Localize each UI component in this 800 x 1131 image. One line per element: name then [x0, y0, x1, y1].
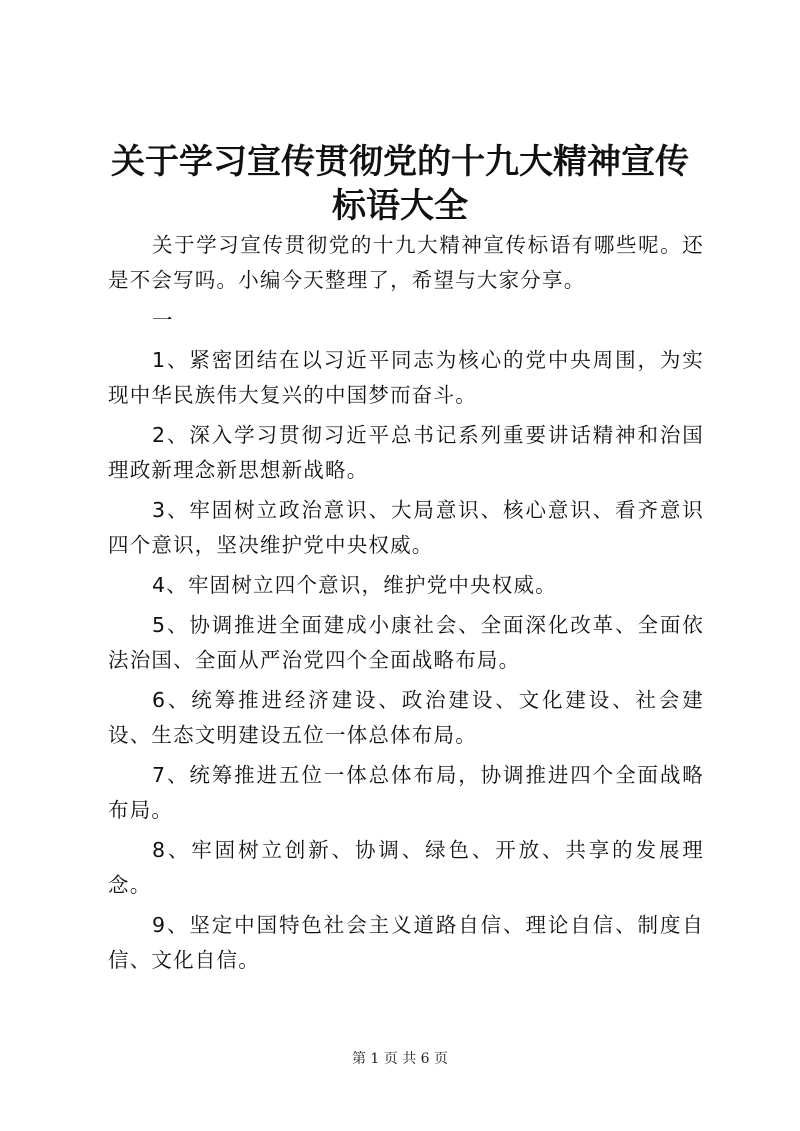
document-body — [108, 228, 704, 983]
section-marker: 一 — [152, 308, 174, 332]
slogan-item-5: 5、协调推进全面建成小康社会、全面深化改革、全面依法治国、全面从严治党四个全面战略布局。 — [108, 613, 704, 672]
page-footer: 第 1 页 共 6 页 — [351, 1051, 449, 1067]
slogan-item-1: 1、紧密团结在以习近平同志为核心的党中央周围，为实现中华民族伟大复兴的中国梦而奋斗。 — [108, 348, 704, 407]
slogan-item-2: 2、深入学习贯彻习近平总书记系列重要讲话精神和治国理政新理念新思想新战略。 — [108, 423, 704, 482]
slogan-item-9: 9、坚定中国特色社会主义道路自信、理论自信、制度自信、文化自信。 — [108, 913, 704, 972]
slogan-item-7: 7、统筹推进五位一体总体布局，协调推进四个全面战略布局。 — [108, 763, 704, 822]
slogan-item-4: 4、牢固树立四个意识，维护党中央权威。 — [152, 573, 557, 597]
slogan-item-6: 6、统筹推进经济建设、政治建设、文化建设、社会建设、生态文明建设五位一体总体布局。 — [108, 688, 704, 747]
slogan-item-8: 8、牢固树立创新、协调、绿色、开放、共享的发展理念。 — [108, 838, 704, 897]
slogan-item-3: 3、牢固树立政治意识、大局意识、核心意识、看齐意识四个意识，坚决维护党中央权威。 — [108, 498, 704, 557]
document-title: 关于学习宣传贯彻党的十九大精神宣传标语大全 — [111, 142, 689, 226]
intro-paragraph: 关于学习宣传贯彻党的十九大精神宣传标语有哪些呢。还是不会写吗。小编今天整理了，希望与大家分享。 — [108, 233, 704, 292]
